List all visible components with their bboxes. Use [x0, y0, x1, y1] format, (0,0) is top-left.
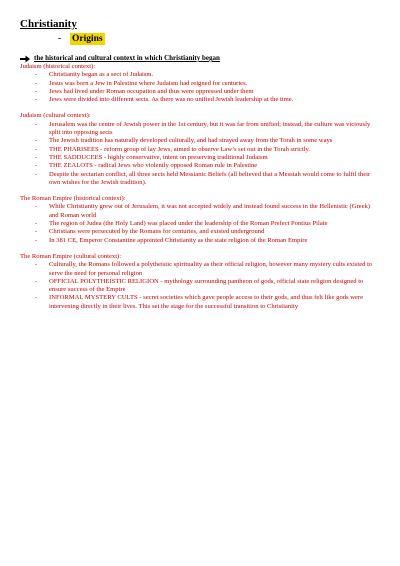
list-item — [20, 80, 378, 88]
sections-container — [20, 63, 378, 311]
bullet-dash: - — [35, 203, 38, 211]
bullet-text: THE PHARISEES - reform group of lay Jews, aimed to observe Law’s set out in the Torah strictly. — [49, 145, 311, 153]
list-item — [20, 237, 378, 245]
list-item — [20, 203, 378, 220]
bullet-text: THE ZEALOTS - radical Jews who violently opposed Roman rule in Palestine — [49, 162, 258, 170]
list-item — [20, 121, 378, 138]
bullet-text: Jesus was born a Jew in Palestine where Judaism had reigned for centuries. — [49, 79, 248, 87]
section-heading: Judaism (historical context): — [20, 63, 96, 70]
section — [20, 63, 378, 104]
bullet-text: The region of Judea (the Holy Land) was placed under the leadership of the Roman Prefect Pontius Pilate — [49, 220, 328, 228]
topic-heading — [20, 54, 378, 63]
bullet-text: While Christianity grew out of Jerusalem, it was not accepted widely and instead found success in the Hellenistic (Greek) and Roman world — [49, 203, 370, 219]
bullet-list — [20, 71, 378, 104]
bullet-text: Jews had lived under Roman occupation and thus were oppressed under them — [49, 87, 254, 95]
list-item — [20, 162, 378, 170]
bullet-dash: - — [35, 153, 38, 161]
list-item — [20, 146, 378, 154]
bullet-text: Culturally, the Romans followed a polytheistic spirituality as their official religion, however many mystery cults existed to serve the need for personal religion — [49, 261, 373, 277]
list-item — [20, 220, 378, 228]
bullet-dash: - — [35, 71, 38, 79]
bullet-dash: - — [35, 261, 38, 269]
subtitle-highlight: Origins — [72, 34, 103, 44]
bullet-dash: - — [35, 220, 38, 228]
bullet-dash: - — [35, 162, 38, 170]
bullet-list — [20, 203, 378, 244]
list-item — [20, 154, 378, 162]
list-item — [20, 294, 378, 311]
document-title: Christianity — [20, 18, 77, 30]
bullet-text: Jews were divided into different sects. As there was no unified Jewish leadership at the time. — [49, 96, 294, 104]
section — [20, 195, 378, 245]
subtitle-row — [58, 33, 378, 45]
bullet-dash: - — [35, 228, 38, 236]
bullet-dash: - — [35, 87, 38, 95]
list-item — [20, 278, 378, 295]
subtitle-dash: - — [58, 34, 62, 44]
bullet-list — [20, 261, 378, 311]
bullet-list — [20, 121, 378, 187]
bullet-dash: - — [35, 277, 38, 285]
bullet-text: INFORMAL MYSTERY CULTS - secret societies which gave people access to their gods, and thus felt like gods were intervening directly in their lives. This set the stage for the successful transition to Christianity — [49, 294, 364, 310]
bullet-text: Christianity began as a sect of Judaism. — [49, 71, 154, 79]
bullet-dash: - — [35, 137, 38, 145]
topic-text: the historical and cultural context in which Christianity began — [34, 54, 220, 62]
list-item — [20, 228, 378, 236]
bullet-dash: - — [35, 79, 38, 87]
bullet-text: Christians were persecuted by the Romans for centuries, and existed underground — [49, 228, 265, 236]
bullet-text: The Jewish tradition has naturally developed culturally, and had strayed away from the Torah in some ways — [49, 137, 333, 145]
list-item — [20, 261, 378, 278]
bullet-text: Despite the sectarian conflict, all three sects held Messianic Beliefs (all believed that a Messiah would come to fulfil their own wishes for the Jewish tradition). — [49, 170, 371, 186]
bullet-dash: - — [35, 145, 38, 153]
bullet-dash: - — [35, 120, 38, 128]
right-arrow-icon — [20, 55, 30, 63]
section — [20, 253, 378, 311]
section-heading: The Roman Empire (historical context): — [20, 195, 126, 203]
bullet-text: In 381 CE, Emperor Constantine appointed Christianity as the state religion of the Roman Empire — [49, 236, 308, 244]
section-heading: The Roman Empire (cultural context): — [20, 252, 122, 260]
list-item — [20, 88, 378, 96]
bullet-dash: - — [35, 294, 38, 302]
bullet-dash: - — [35, 96, 38, 104]
bullet-dash: - — [35, 236, 38, 244]
list-item — [20, 137, 378, 145]
list-item — [20, 71, 378, 79]
bullet-dash: - — [35, 170, 38, 178]
bullet-text: OFFICIAL POLYTHEISTIC RELIGION - mythology surrounding pantheon of gods, official state religion designed to ensure success of the Empire — [49, 277, 364, 294]
bullet-text: Jerusalem was the centre of Jewish power in the 1st century, but it was far from unified; instead, the culture was viciously split into opposing sects — [49, 120, 371, 137]
bullet-text: THE SADDUCEES - highly conservative, intent on preserving traditional Judaism — [49, 153, 268, 161]
list-item — [20, 171, 378, 188]
list-item — [20, 96, 378, 104]
section-heading: Judaism (cultural context): — [20, 112, 91, 120]
section — [20, 112, 378, 187]
